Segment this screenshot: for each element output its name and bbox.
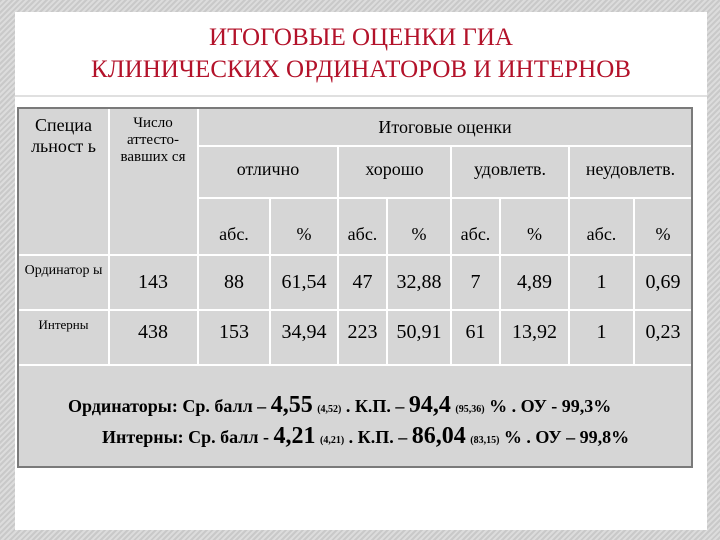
- cell-value: 7: [470, 271, 481, 293]
- header-grade-good: хорошо: [365, 159, 424, 179]
- subheader-pct: %: [527, 224, 542, 244]
- summary-residents: [68, 392, 611, 419]
- cell-value: 88: [224, 271, 244, 293]
- subheader-abs: абс.: [347, 224, 378, 244]
- grid-line: [19, 254, 691, 256]
- row-name: Ординатор ы: [24, 263, 103, 278]
- summary-prev-value: (4,21): [320, 435, 345, 446]
- cell-value: 32,88: [396, 271, 442, 293]
- summary-quality-coef: 94,4: [408, 392, 451, 418]
- grid-line: [19, 364, 691, 366]
- subheader-abs: абс.: [219, 224, 249, 244]
- summary-text: . К.П. –: [341, 396, 409, 416]
- summary-prev-value: (83,15): [470, 435, 500, 446]
- cell-value: 50,91: [396, 321, 442, 343]
- summary-text: % . ОУ – 99,8%: [499, 427, 630, 447]
- title-line-1: ИТОГОВЫЕ ОЦЕНКИ ГИА: [209, 24, 513, 51]
- summary-avg-score: 4,21: [273, 423, 316, 449]
- summary-prev-value: (95,36): [455, 404, 485, 415]
- cell-value: 61: [465, 321, 486, 343]
- summary-prev-value: (4,52): [317, 404, 342, 415]
- cell-value: 1: [596, 271, 607, 293]
- header-grade-satisfactory: удовлетв.: [473, 159, 547, 179]
- cell-value: 223: [347, 321, 378, 343]
- grid-line: [19, 309, 691, 311]
- summary-text: % . ОУ - 99,3%: [484, 396, 612, 416]
- subheader-abs: абс.: [460, 224, 491, 244]
- cell-value: 47: [352, 271, 373, 293]
- header-grade-unsatisfactory: неудовлетв.: [585, 159, 676, 179]
- grid-line: [199, 145, 691, 147]
- subheader-abs: абс.: [586, 224, 617, 244]
- cell-value: 0,69: [645, 271, 681, 293]
- cell-value: 13,92: [512, 321, 557, 343]
- title-line-2: КЛИНИЧЕСКИХ ОРДИНАТОРОВ И ИНТЕРНОВ: [91, 56, 631, 83]
- summary-quality-coef: 86,04: [411, 423, 466, 449]
- cell-value: 34,94: [281, 321, 327, 343]
- row-name: Интерны: [38, 317, 89, 332]
- cell-value: 61,54: [281, 271, 327, 293]
- cell-value: 4,89: [517, 271, 552, 293]
- header-count: Число аттесто-вавших ся: [120, 115, 186, 165]
- cell-value: 1: [596, 321, 607, 343]
- row-count: 143: [138, 271, 168, 293]
- cell-value: 0,23: [645, 321, 681, 343]
- row-count: 438: [138, 321, 168, 343]
- subheader-pct: %: [411, 224, 427, 244]
- summary-text: Ординаторы: Ср. балл –: [68, 396, 271, 416]
- header-specialty: Специа льност ь: [31, 115, 96, 156]
- summary-interns: [102, 423, 629, 450]
- summary-avg-score: 4,55: [270, 392, 313, 418]
- title-divider: [15, 95, 707, 97]
- grid-line: [199, 197, 691, 199]
- summary-text: . К.П. –: [344, 427, 412, 447]
- summary-text: Интерны: Ср. балл -: [102, 427, 274, 447]
- header-grade-excellent: отлично: [236, 159, 300, 179]
- subheader-pct: %: [296, 224, 312, 244]
- cell-value: 153: [219, 321, 249, 343]
- subheader-pct: %: [655, 224, 671, 244]
- header-final-grades: Итоговые оценки: [378, 117, 512, 137]
- slide-title: [15, 22, 707, 86]
